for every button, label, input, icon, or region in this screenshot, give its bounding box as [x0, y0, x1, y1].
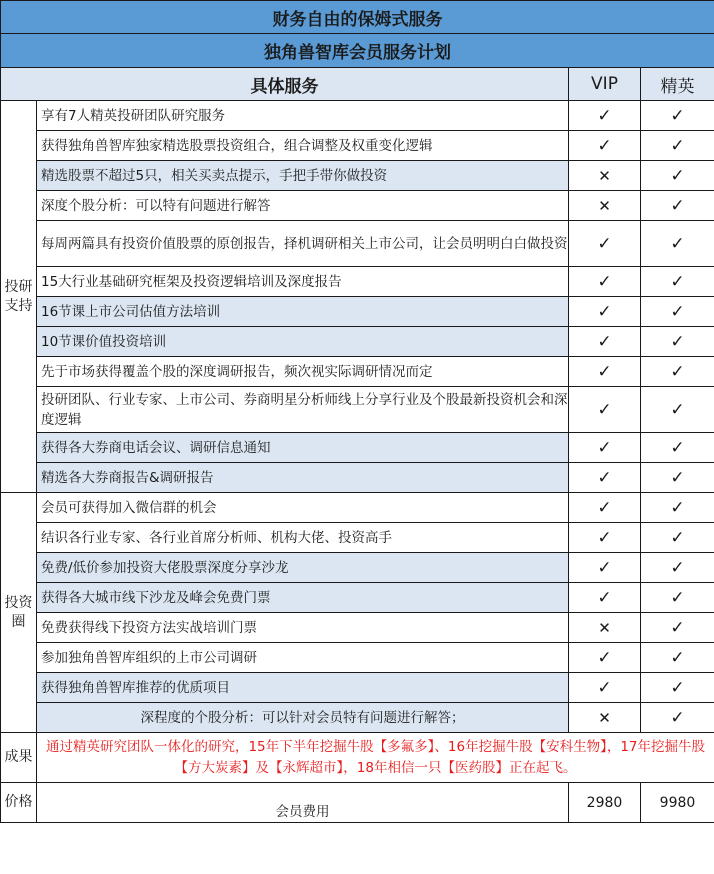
table-row [1, 613, 714, 643]
check-icon-vip: ✓ [569, 433, 641, 463]
column-header-elite: 精英 [641, 68, 714, 101]
check-icon-vip: ✓ [569, 553, 641, 583]
price-vip: 2980 [569, 783, 641, 823]
table-row [1, 101, 714, 131]
column-header-service: 具体服务 [1, 68, 569, 101]
check-icon-elite: ✓ [641, 583, 714, 613]
service-item: 先于市场获得覆盖个股的深度调研报告，频次视实际调研情况而定 [37, 357, 569, 387]
check-icon-vip: ✓ [569, 643, 641, 673]
service-item: 获得独角兽智库推荐的优质项目 [37, 673, 569, 703]
cross-icon-vip: ✕ [569, 703, 641, 733]
service-item: 精选各大券商报告&调研报告 [37, 463, 569, 493]
table-row [1, 267, 714, 297]
check-icon-vip: ✓ [569, 493, 641, 523]
cross-icon-vip: ✕ [569, 613, 641, 643]
service-item: 精选股票不超过5只，相关买卖点提示，手把手带你做投资 [37, 161, 569, 191]
results-row [1, 733, 714, 783]
service-item: 结识各行业专家、各行业首席分析师、机构大佬、投资高手 [37, 523, 569, 553]
check-icon-elite: ✓ [641, 101, 714, 131]
check-icon-elite: ✓ [641, 703, 714, 733]
service-item: 深度个股分析：可以特有问题进行解答 [37, 191, 569, 221]
page-title: 财务自由的保姆式服务 [1, 1, 714, 34]
service-item: 获得独角兽智库独家精选股票投资组合，组合调整及权重变化逻辑 [37, 131, 569, 161]
check-icon-elite: ✓ [641, 267, 714, 297]
service-item: 免费/低价参加投资大佬股票深度分享沙龙 [37, 553, 569, 583]
cross-icon-vip: ✕ [569, 191, 641, 221]
table-row [1, 297, 714, 327]
table-row [1, 493, 714, 523]
check-icon-vip: ✓ [569, 357, 641, 387]
service-item: 享有7人精英投研团队研究服务 [37, 101, 569, 131]
check-icon-elite: ✓ [641, 643, 714, 673]
table-row [1, 703, 714, 733]
check-icon-vip: ✓ [569, 327, 641, 357]
check-icon-elite: ✓ [641, 221, 714, 267]
table-row [1, 553, 714, 583]
table-row [1, 583, 714, 613]
check-icon-vip: ✓ [569, 673, 641, 703]
check-icon-elite: ✓ [641, 463, 714, 493]
column-header-vip: VIP [569, 68, 641, 101]
cross-icon-vip: ✕ [569, 161, 641, 191]
check-icon-vip: ✓ [569, 267, 641, 297]
page-subtitle: 独角兽智库会员服务计划 [1, 34, 714, 68]
service-item: 15大行业基础研究框架及投资逻辑培训及深度报告 [37, 267, 569, 297]
service-item: 获得各大城市线下沙龙及峰会免费门票 [37, 583, 569, 613]
service-item: 获得各大券商电话会议、调研信息通知 [37, 433, 569, 463]
table-row [1, 463, 714, 493]
group-label-results: 成果 [1, 733, 37, 783]
table-row [1, 387, 714, 433]
table-row [1, 433, 714, 463]
table-row [1, 161, 714, 191]
check-icon-elite: ✓ [641, 131, 714, 161]
service-item: 10节课价值投资培训 [37, 327, 569, 357]
check-icon-vip: ✓ [569, 297, 641, 327]
check-icon-elite: ✓ [641, 553, 714, 583]
service-item: 免费获得线下投资方法实战培训门票 [37, 613, 569, 643]
check-icon-elite: ✓ [641, 673, 714, 703]
check-icon-elite: ✓ [641, 327, 714, 357]
table-row [1, 643, 714, 673]
check-icon-vip: ✓ [569, 523, 641, 553]
check-icon-vip: ✓ [569, 131, 641, 161]
check-icon-elite: ✓ [641, 191, 714, 221]
check-icon-elite: ✓ [641, 297, 714, 327]
group-label-circle: 投资圈 [1, 493, 37, 733]
table-row [1, 191, 714, 221]
table-row [1, 673, 714, 703]
price-row [1, 783, 714, 823]
service-item: 会员可获得加入微信群的机会 [37, 493, 569, 523]
group-label-research: 投研支持 [1, 101, 37, 493]
check-icon-elite: ✓ [641, 357, 714, 387]
price-elite: 9980 [641, 783, 714, 823]
check-icon-vip: ✓ [569, 583, 641, 613]
group-label-price: 价格 [1, 783, 37, 823]
service-item: 参加独角兽智库组织的上市公司调研 [37, 643, 569, 673]
service-item: 每周两篇具有投资价值股票的原创报告，择机调研相关上市公司，让会员明明白白做投资 [37, 221, 569, 267]
table-row [1, 221, 714, 267]
check-icon-elite: ✓ [641, 161, 714, 191]
check-icon-vip: ✓ [569, 463, 641, 493]
check-icon-elite: ✓ [641, 493, 714, 523]
check-icon-elite: ✓ [641, 613, 714, 643]
check-icon-elite: ✓ [641, 387, 714, 433]
service-item: 16节课上市公司估值方法培训 [37, 297, 569, 327]
table-row [1, 523, 714, 553]
price-label: 会员费用 [37, 783, 569, 823]
table-row [1, 131, 714, 161]
check-icon-elite: ✓ [641, 523, 714, 553]
service-item: 投研团队、行业专家、上市公司、券商明星分析师线上分享行业及个股最新投资机会和深度逻辑 [37, 387, 569, 433]
service-item: 深程度的个股分析：可以针对会员特有问题进行解答； [37, 703, 569, 733]
results-text: 通过精英研究团队一体化的研究，15年下半年挖掘牛股【多氟多】、16年挖掘牛股【安科生物】，17年挖掘牛股【方大炭素】及【永辉超市】，18年相信一只【医药股】正在起飞。 [37, 733, 714, 783]
check-icon-vip: ✓ [569, 387, 641, 433]
check-icon-elite: ✓ [641, 433, 714, 463]
check-icon-vip: ✓ [569, 101, 641, 131]
table-row [1, 327, 714, 357]
check-icon-vip: ✓ [569, 221, 641, 267]
table-row [1, 357, 714, 387]
